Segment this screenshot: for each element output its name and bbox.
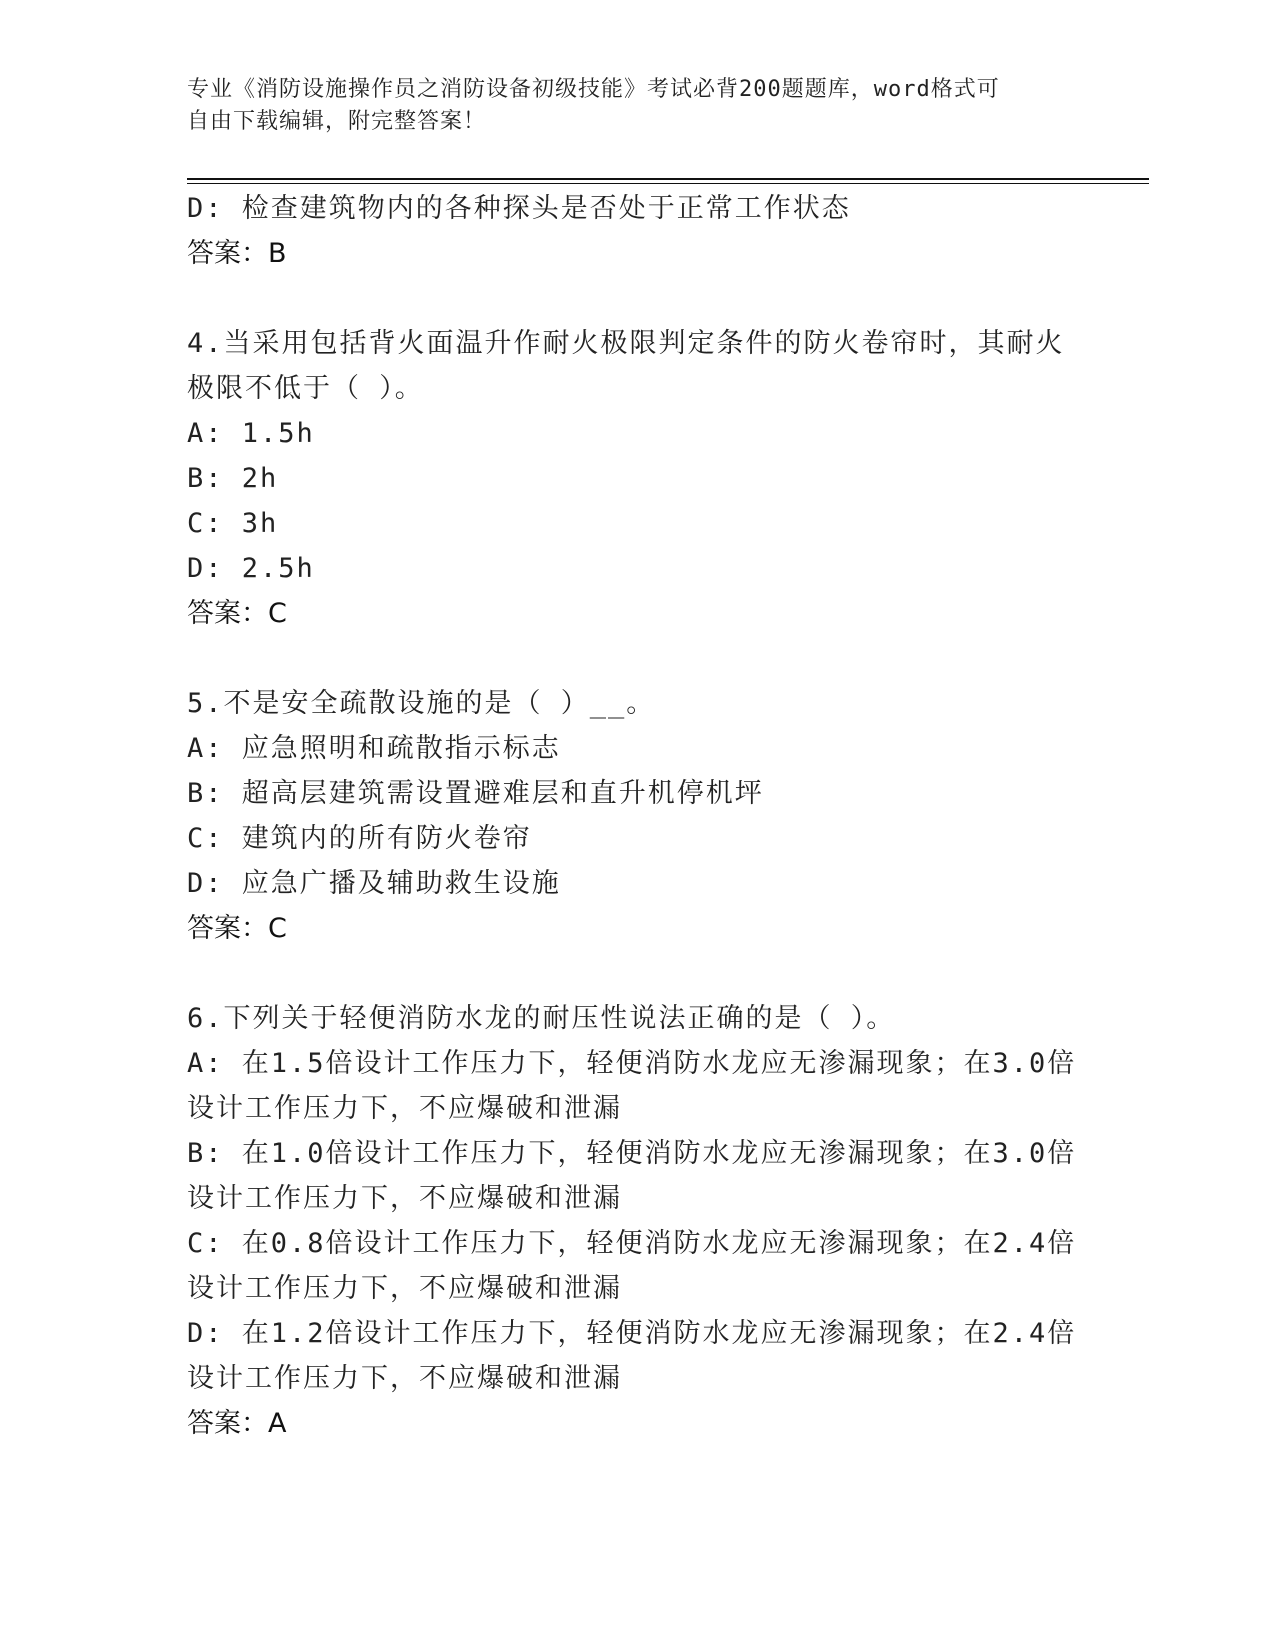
q6-answer: 答案：A <box>187 1408 287 1439</box>
q6-stem: 6.下列关于轻便消防水龙的耐压性说法正确的是（ ）。 <box>187 1003 896 1034</box>
q5-option-b: B: 超高层建筑需设置避难层和直升机停机坪 <box>187 778 764 809</box>
q4-option-a: A: 1.5h <box>187 418 315 449</box>
q5-option-a: A: 应急照明和疏散指示标志 <box>187 733 561 764</box>
header-rule-thin <box>187 183 1149 184</box>
header-rule-thick <box>187 178 1149 180</box>
q6-option-c-line-2: 设计工作压力下，不应爆破和泄漏 <box>187 1273 622 1304</box>
q4-option-d: D: 2.5h <box>187 553 315 584</box>
q5-answer: 答案：C <box>187 913 287 944</box>
q6-option-d-line-1: D: 在1.2倍设计工作压力下，轻便消防水龙应无渗漏现象；在2.4倍 <box>187 1318 1077 1349</box>
q4-option-b: B: 2h <box>187 463 279 494</box>
q4-answer: 答案：C <box>187 598 287 629</box>
q6-option-b-line-1: B: 在1.0倍设计工作压力下，轻便消防水龙应无渗漏现象；在3.0倍 <box>187 1138 1077 1169</box>
q3-answer: 答案：B <box>187 238 287 269</box>
q6-option-b-line-2: 设计工作压力下，不应爆破和泄漏 <box>187 1183 622 1214</box>
q4-stem-line-1: 4.当采用包括背火面温升作耐火极限判定条件的防火卷帘时，其耐火 <box>187 328 1065 359</box>
q6-option-a-line-1: A: 在1.5倍设计工作压力下，轻便消防水龙应无渗漏现象；在3.0倍 <box>187 1048 1077 1079</box>
header-line-2: 自由下载编辑，附完整答案！ <box>187 109 487 134</box>
q6-option-c-line-1: C: 在0.8倍设计工作压力下，轻便消防水龙应无渗漏现象；在2.4倍 <box>187 1228 1077 1259</box>
header-line-1: 专业《消防设施操作员之消防设备初级技能》考试必背200题题库，word格式可 <box>187 77 1000 102</box>
q4-option-c: C: 3h <box>187 508 279 539</box>
q6-option-a-line-2: 设计工作压力下，不应爆破和泄漏 <box>187 1093 622 1124</box>
document-header <box>187 74 1067 138</box>
q4-stem-line-2: 极限不低于（ ）。 <box>187 373 424 404</box>
q3-option-d: D: 检查建筑物内的各种探头是否处于正常工作状态 <box>187 193 851 224</box>
q5-option-d: D: 应急广播及辅助救生设施 <box>187 868 561 899</box>
q5-option-c: C: 建筑内的所有防火卷帘 <box>187 823 532 854</box>
q5-stem: 5.不是安全疏散设施的是（ ）__。 <box>187 688 656 719</box>
q6-option-d-line-2: 设计工作压力下，不应爆破和泄漏 <box>187 1363 622 1394</box>
